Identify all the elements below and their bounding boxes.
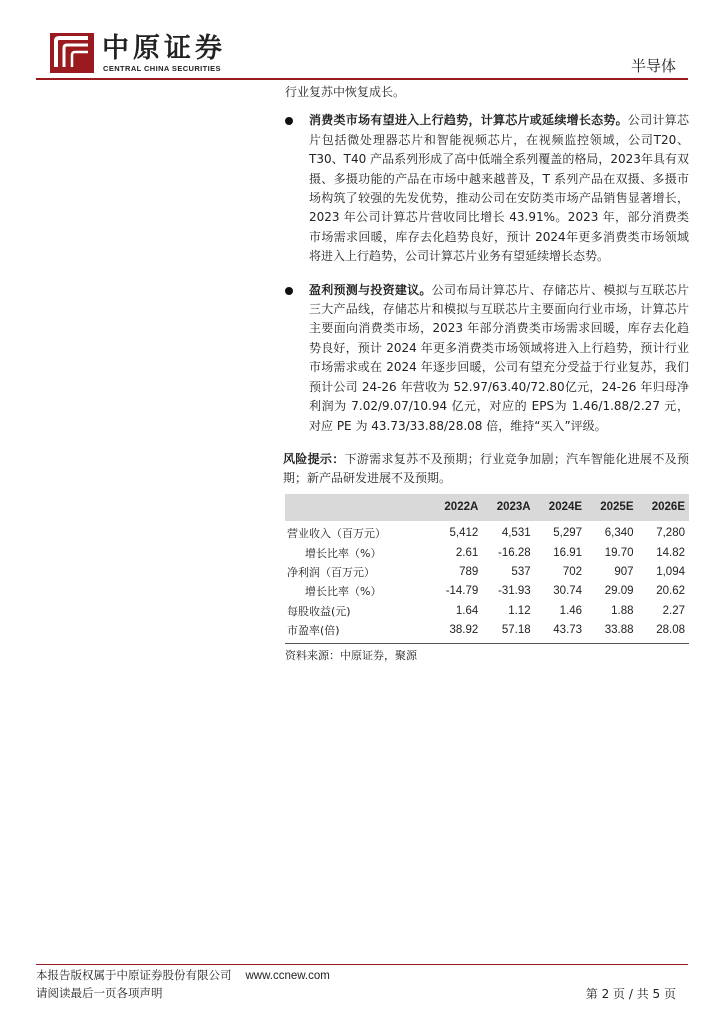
table-header-cell: 2023A bbox=[482, 494, 534, 521]
website-link[interactable]: www.ccnew.com bbox=[245, 970, 330, 982]
table-cell: 43.73 bbox=[553, 624, 583, 637]
row-label: 增长比率（%） bbox=[305, 585, 382, 599]
brand-logo-icon bbox=[50, 33, 94, 73]
financial-forecast-table bbox=[285, 494, 689, 641]
table-cell: 20.62 bbox=[656, 585, 685, 598]
table-cell: 2.27 bbox=[662, 604, 685, 617]
table-cell: 28.08 bbox=[656, 624, 685, 637]
table-cell: -14.79 bbox=[445, 585, 479, 598]
table-row bbox=[285, 621, 689, 640]
footer-divider bbox=[36, 964, 688, 965]
table-cell: 57.18 bbox=[501, 624, 531, 637]
row-label: 增长比率（%） bbox=[305, 546, 382, 560]
bullet-dot-icon bbox=[285, 117, 293, 125]
risk-label: 风险提示： bbox=[283, 451, 345, 466]
table-cell: 14.82 bbox=[656, 546, 685, 559]
table-cell: 2.61 bbox=[455, 546, 479, 559]
brand-name-en: CENTRAL CHINA SECURITIES bbox=[103, 64, 221, 73]
table-cell: 789 bbox=[459, 565, 479, 578]
bullet-lead: 消费类市场有望进入上行趋势，计算芯片或延续增长态势。 bbox=[309, 113, 628, 128]
table-cell: 6,340 bbox=[604, 527, 634, 540]
row-label: 每股收益(元) bbox=[287, 604, 351, 618]
table-cell: 16.91 bbox=[553, 546, 583, 559]
risk-warning bbox=[283, 450, 689, 489]
table-header-cell: 2024E bbox=[535, 494, 586, 521]
table-cell: 29.09 bbox=[604, 585, 634, 598]
table-cell: 537 bbox=[511, 565, 531, 578]
bullet-consumer-market bbox=[285, 111, 689, 266]
table-cell: 5,412 bbox=[449, 527, 479, 540]
table-cell: 38.92 bbox=[449, 624, 479, 637]
table-cell: 33.88 bbox=[604, 624, 634, 637]
table-cell: 5,297 bbox=[553, 527, 583, 540]
table-cell: -31.93 bbox=[498, 585, 531, 598]
table-cell: 30.74 bbox=[553, 585, 583, 598]
table-cell: 7,280 bbox=[656, 527, 685, 540]
bullet-forecast bbox=[285, 281, 689, 436]
table-row bbox=[285, 544, 689, 563]
table-header-cell: 2026E bbox=[638, 494, 689, 521]
table-cell: 1,094 bbox=[656, 565, 685, 578]
table-cell: 1.64 bbox=[455, 604, 479, 617]
table-cell: -16.28 bbox=[498, 546, 531, 559]
row-label: 营业收入（百万元） bbox=[287, 527, 386, 541]
sector-label: 半导体 bbox=[630, 57, 676, 75]
bullet-text: 公司计算芯片包括微处理器芯片和智能视频芯片，在视频监控领域，公司T20、T30、T40 产品系列形成了高中低端全系列覆盖的格局，2023年具有双摄、多摄功能的产品在市场中越来越普及，T 系列产品在双摄、多摄市场构筑了较强的先发优势，推动公司在安防类市场产品销售显著增长，2023 年公司计算芯片营收同比增长 43.91%。2023 年，部分消费类市场需求回暖，库存去化趋势良好，预计 2024年更多消费类市场领域将进入上行趋势，公司计算芯片业务有望延续增长态势。 bbox=[309, 113, 689, 264]
table-cell: 702 bbox=[562, 565, 583, 578]
table-row bbox=[285, 521, 689, 543]
table-row bbox=[285, 602, 689, 621]
brand-name-cn: 中原证券 bbox=[102, 33, 226, 64]
page-header bbox=[0, 0, 724, 80]
footer-disclaimer: 请阅读最后一页各项声明 bbox=[36, 986, 163, 1000]
table-header-cell: 2025E bbox=[586, 494, 637, 521]
table-header-cell: 2022A bbox=[430, 494, 482, 521]
bullet-text: 公司布局计算芯片、存储芯片、模拟与互联芯片三大产品线，存储芯片和模拟与互联芯片主要面向行业市场，计算芯片主要面向消费类市场，2023 年部分消费类市场需求回暖，库存去化趋势良好，预计 2024 年更多消费类市场领域将进入上行趋势，预计行业市场需求或在 2024 年逐步回暖，公司有望充分受益于行业复苏，我们预计公司 24-26 年营收为 52.97/63.40/72.80亿元，24-26 年归母净利润为 7.02/9.07/10.94 亿元，对应的 EPS为 1.46/1.88/2.27 元，对应 PE 为 43.73/33.88/28.08 倍，维持“买入”评级。 bbox=[309, 282, 689, 433]
table-source: 资料来源：中原证券，聚源 bbox=[285, 648, 417, 662]
table-bottom-rule bbox=[285, 643, 689, 644]
row-label: 市盈率(倍) bbox=[287, 624, 340, 638]
table-cell: 4,531 bbox=[501, 527, 531, 540]
page-number: 第 2 页 / 共 5 页 bbox=[585, 987, 676, 1001]
table-cell: 1.46 bbox=[559, 604, 583, 617]
report-body bbox=[285, 80, 689, 665]
table-row bbox=[285, 563, 689, 582]
table-cell: 1.88 bbox=[611, 604, 634, 617]
table-row bbox=[285, 582, 689, 601]
table-header-row bbox=[285, 494, 689, 521]
table-cell: 1.12 bbox=[508, 604, 531, 617]
bullet-dot-icon bbox=[285, 287, 293, 295]
row-label: 净利润（百万元） bbox=[287, 565, 375, 579]
table-cell: 19.70 bbox=[604, 546, 634, 559]
risk-text: 下游需求复苏不及预期；行业竞争加剧；汽车智能化进展不及预期；新产品研发进展不及预期。 bbox=[283, 451, 689, 486]
bullet-lead: 盈利预测与投资建议。 bbox=[309, 282, 432, 297]
copyright-text: 本报告版权属于中原证券股份有限公司 bbox=[36, 968, 232, 982]
footer-copyright-line bbox=[36, 967, 330, 983]
table-header-cell bbox=[285, 494, 430, 521]
table-cell: 907 bbox=[614, 565, 634, 578]
continuation-text: 行业复苏中恢复成长。 bbox=[285, 85, 406, 99]
